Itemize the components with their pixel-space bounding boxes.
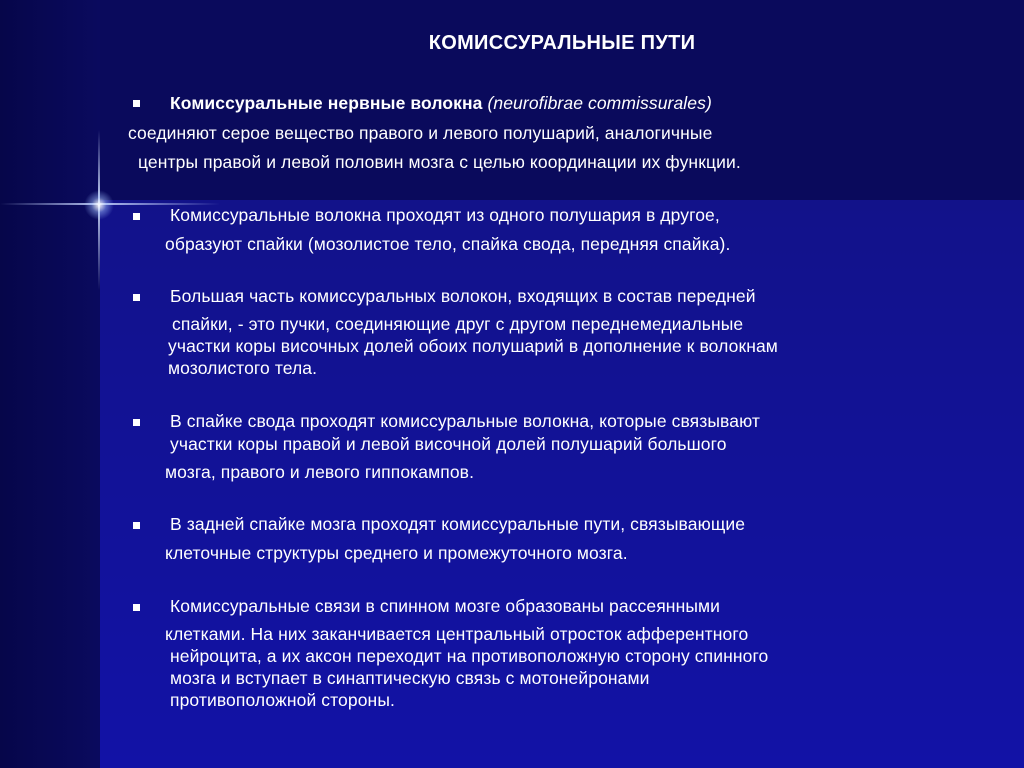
paragraph-1-line-3: центры правой и левой половин мозга с целью координации их функции. bbox=[138, 152, 741, 172]
paragraph-3-line-4: мозолистого тела. bbox=[168, 358, 318, 378]
paragraph-4-line-3: мозга, правого и левого гиппокампов. bbox=[165, 462, 475, 482]
bullet-icon bbox=[133, 419, 140, 426]
paragraph-6-line-3: нейроцита, а их аксон переходит на противоположную сторону спинного bbox=[170, 646, 769, 666]
sparkle-star-icon bbox=[84, 190, 114, 220]
latin-term: (neurofibrae commissurales) bbox=[487, 93, 712, 113]
paragraph-6-line-5: противоположной стороны. bbox=[170, 690, 395, 710]
paragraph-3-line-1: Большая часть комиссуральных волокон, входящих в состав передней bbox=[170, 286, 756, 306]
paragraph-2-line-2: образуют спайки (мозолистое тело, спайка свода, передняя спайка). bbox=[165, 234, 731, 254]
paragraph-5-line-1: В задней спайке мозга проходят комиссуральные пути, связывающие bbox=[170, 514, 746, 534]
paragraph-3-line-3: участки коры височных долей обоих полушарий в дополнение к волокнам bbox=[168, 336, 778, 356]
lead-term: Комиссуральные нервные волокна bbox=[170, 93, 483, 113]
paragraph-4-line-1: В спайке свода проходят комиссуральные волокна, которые связывают bbox=[170, 411, 761, 431]
paragraph-6-line-1: Комиссуральные связи в спинном мозге образованы рассеянными bbox=[170, 596, 721, 616]
paragraph-5-line-2: клеточные структуры среднего и промежуточного мозга. bbox=[165, 543, 628, 563]
background-left-panel bbox=[0, 0, 100, 768]
bullet-icon bbox=[133, 522, 140, 529]
bullet-icon bbox=[133, 294, 140, 301]
paragraph-1-line-2: соединяют серое вещество правого и левого полушарий, аналогичные bbox=[128, 123, 713, 143]
slide-title: КОМИССУРАЛЬНЫЕ ПУТИ bbox=[428, 32, 696, 54]
bullet-icon bbox=[133, 100, 140, 107]
paragraph-4-line-2: участки коры правой и левой височной долей полушарий большого bbox=[170, 434, 727, 454]
paragraph-6-line-2: клетками. На них заканчивается центральный отросток афферентного bbox=[165, 624, 749, 644]
bullet-icon bbox=[133, 213, 140, 220]
bullet-icon bbox=[133, 604, 140, 611]
paragraph-3-line-2: спайки, - это пучки, соединяющие друг с другом переднемедиальные bbox=[172, 314, 744, 334]
paragraph-6-line-4: мозга и вступает в синаптическую связь с мотонейронами bbox=[170, 668, 650, 688]
paragraph-2-line-1: Комиссуральные волокна проходят из одного полушария в другое, bbox=[170, 205, 720, 225]
paragraph-1-line-1 bbox=[170, 92, 712, 114]
